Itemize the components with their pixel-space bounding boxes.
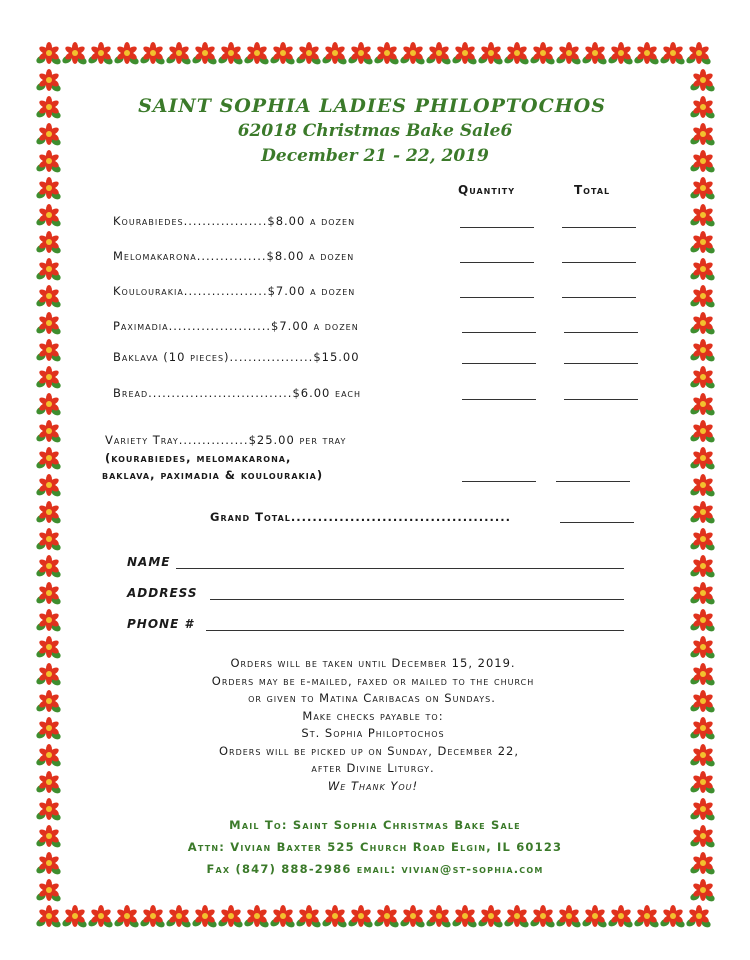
notice-line-6: Orders will be picked up on Sunday, December 22, [218, 743, 520, 758]
poinsettia-icon [88, 903, 114, 929]
notice-line-8: We Thank You! [327, 778, 419, 793]
poinsettia-icon [192, 903, 218, 929]
poinsettia-icon [400, 40, 426, 66]
poinsettia-icon [478, 903, 504, 929]
poinsettia-icon [634, 903, 660, 929]
poinsettia-icon [690, 526, 716, 552]
address-label: ADDRESS [127, 586, 198, 600]
poinsettia-icon [140, 40, 166, 66]
quantity-line-2[interactable] [460, 262, 534, 263]
poinsettia-icon [690, 256, 716, 282]
poinsettia-icon [270, 40, 296, 66]
poinsettia-icon [426, 903, 452, 929]
poinsettia-icon [36, 256, 62, 282]
poinsettia-icon [36, 40, 62, 66]
mail-line-1: Mail To: Saint Sophia Christmas Bake Sale [229, 818, 521, 832]
quantity-line-1[interactable] [460, 227, 534, 228]
poinsettia-icon [690, 175, 716, 201]
poinsettia-icon [690, 553, 716, 579]
mail-info [0, 814, 750, 880]
poinsettia-icon [690, 877, 716, 903]
grand-total-line[interactable] [560, 522, 634, 523]
poinsettia-icon [582, 40, 608, 66]
poinsettia-icon [608, 40, 634, 66]
poinsettia-icon [452, 40, 478, 66]
poinsettia-icon [36, 499, 62, 525]
poinsettia-icon [36, 391, 62, 417]
poinsettia-icon [348, 903, 374, 929]
total-line-4[interactable] [564, 332, 638, 333]
poinsettia-icon [36, 526, 62, 552]
poinsettia-icon [166, 40, 192, 66]
quantity-line-5[interactable] [462, 363, 536, 364]
poinsettia-icon [686, 903, 712, 929]
poinsettia-icon [36, 472, 62, 498]
notice-line-7: after Divine Liturgy. [311, 761, 435, 775]
poinsettia-icon [690, 391, 716, 417]
poinsettia-icon [348, 40, 374, 66]
item-bread: Bread...............................$6.00 each [113, 386, 362, 400]
poinsettia-icon [530, 40, 556, 66]
variety-contents-1: (kourabiedes, melomakarona, [105, 451, 292, 465]
poinsettia-icon [62, 40, 88, 66]
total-header: Total [574, 183, 611, 197]
poinsettia-icon [270, 903, 296, 929]
variety-contents-2: baklava, paximadia & koulourakia) [102, 468, 324, 482]
item-paximadia: Paximadia......................$7.00 a dozen [113, 319, 359, 333]
poinsettia-icon [36, 229, 62, 255]
order-notice [0, 655, 750, 795]
total-line-5[interactable] [564, 363, 638, 364]
poinsettia-icon [88, 40, 114, 66]
name-label: NAME [127, 555, 171, 569]
poinsettia-icon [36, 418, 62, 444]
event-title: 62018 Christmas Bake Sale6 [237, 121, 513, 141]
poinsettia-icon [244, 903, 270, 929]
item-melomakarona: Melomakarona...............$8.00 a dozen [113, 249, 355, 263]
poinsettia-icon [244, 40, 270, 66]
poinsettia-icon [322, 903, 348, 929]
name-line[interactable] [176, 568, 624, 569]
total-line-1[interactable] [562, 227, 636, 228]
poinsettia-icon [36, 337, 62, 363]
quantity-line-3[interactable] [460, 297, 534, 298]
quantity-line-7[interactable] [462, 481, 536, 482]
poinsettia-icon [660, 903, 686, 929]
poinsettia-icon [36, 903, 62, 929]
poinsettia-icon [452, 903, 478, 929]
notice-line-1: Orders will be taken until December 15, 2019. [230, 656, 516, 670]
quantity-line-6[interactable] [462, 399, 536, 400]
total-line-7[interactable] [556, 481, 630, 482]
total-line-3[interactable] [562, 297, 636, 298]
org-title: SAINT SOPHIA LADIES PHILOPTOCHOS [138, 95, 606, 117]
poinsettia-icon [608, 903, 634, 929]
poinsettia-icon [36, 364, 62, 390]
poinsettia-icon [36, 445, 62, 471]
poinsettia-icon [690, 580, 716, 606]
mail-line-2: Attn: Vivian Baxter 525 Church Road Elgin, IL 60123 [187, 840, 563, 854]
notice-line-3: or given to Matina Caribacas on Sundays. [248, 691, 496, 705]
poinsettia-icon [36, 67, 62, 93]
poinsettia-icon [36, 553, 62, 579]
poinsettia-icon [690, 418, 716, 444]
poinsettia-icon [690, 364, 716, 390]
poinsettia-icon [582, 903, 608, 929]
poinsettia-icon [690, 445, 716, 471]
item-koulourakia: Koulourakia..................$7.00 a dozen [113, 284, 356, 298]
poinsettia-icon [530, 903, 556, 929]
poinsettia-icon [192, 40, 218, 66]
poinsettia-icon [218, 903, 244, 929]
poinsettia-icon [690, 499, 716, 525]
poinsettia-icon [36, 580, 62, 606]
poinsettia-icon [690, 607, 716, 633]
item-variety-tray: Variety Tray...............$25.00 per tray [105, 433, 347, 447]
poinsettia-icon [400, 903, 426, 929]
item-kourabiedes: Kourabiedes..................$8.00 a dozen [113, 214, 356, 228]
notice-line-4: Make checks payable to: [302, 708, 444, 723]
poinsettia-icon [690, 202, 716, 228]
poinsettia-icon [660, 40, 686, 66]
poinsettia-icon [374, 903, 400, 929]
poinsettia-icon [36, 175, 62, 201]
poinsettia-icon [166, 903, 192, 929]
poinsettia-icon [322, 40, 348, 66]
poinsettia-icon [634, 40, 660, 66]
poinsettia-icon [556, 40, 582, 66]
total-line-6[interactable] [564, 399, 638, 400]
poinsettia-icon [36, 202, 62, 228]
poinsettia-icon [690, 310, 716, 336]
poinsettia-icon [478, 40, 504, 66]
poinsettia-icon [296, 40, 322, 66]
poinsettia-icon [374, 40, 400, 66]
address-line[interactable] [210, 599, 624, 600]
poinsettia-icon [36, 877, 62, 903]
poinsettia-icon [62, 903, 88, 929]
poinsettia-icon [690, 67, 716, 93]
event-dates: December 21 - 22, 2019 [261, 146, 489, 166]
poinsettia-icon [426, 40, 452, 66]
poinsettia-icon [690, 472, 716, 498]
poinsettia-icon [296, 903, 322, 929]
mail-line-3: Fax (847) 888-2986 email: vivian@st-sophia.com [206, 862, 544, 876]
quantity-line-4[interactable] [462, 332, 536, 333]
poinsettia-icon [36, 283, 62, 309]
notice-line-5: St. Sophia Philoptochos [301, 726, 445, 740]
quantity-header: Quantity [458, 183, 516, 197]
poinsettia-icon [218, 40, 244, 66]
poinsettia-icon [36, 607, 62, 633]
phone-label: PHONE # [127, 617, 194, 631]
total-line-2[interactable] [562, 262, 636, 263]
poinsettia-icon [686, 40, 712, 66]
poinsettia-icon [504, 40, 530, 66]
poinsettia-icon [114, 903, 140, 929]
poinsettia-icon [690, 283, 716, 309]
poinsettia-icon [690, 337, 716, 363]
phone-line[interactable] [206, 630, 624, 631]
item-baklava: Baklava (10 pieces)..................$15.00 [113, 350, 360, 364]
poinsettia-icon [690, 229, 716, 255]
poinsettia-icon [114, 40, 140, 66]
poinsettia-icon [140, 903, 166, 929]
poinsettia-icon [36, 310, 62, 336]
grand-total-label: Grand Total......................................... [210, 510, 512, 524]
poinsettia-icon [504, 903, 530, 929]
poinsettia-icon [556, 903, 582, 929]
notice-line-2: Orders may be e-mailed, faxed or mailed to the church [211, 673, 535, 688]
